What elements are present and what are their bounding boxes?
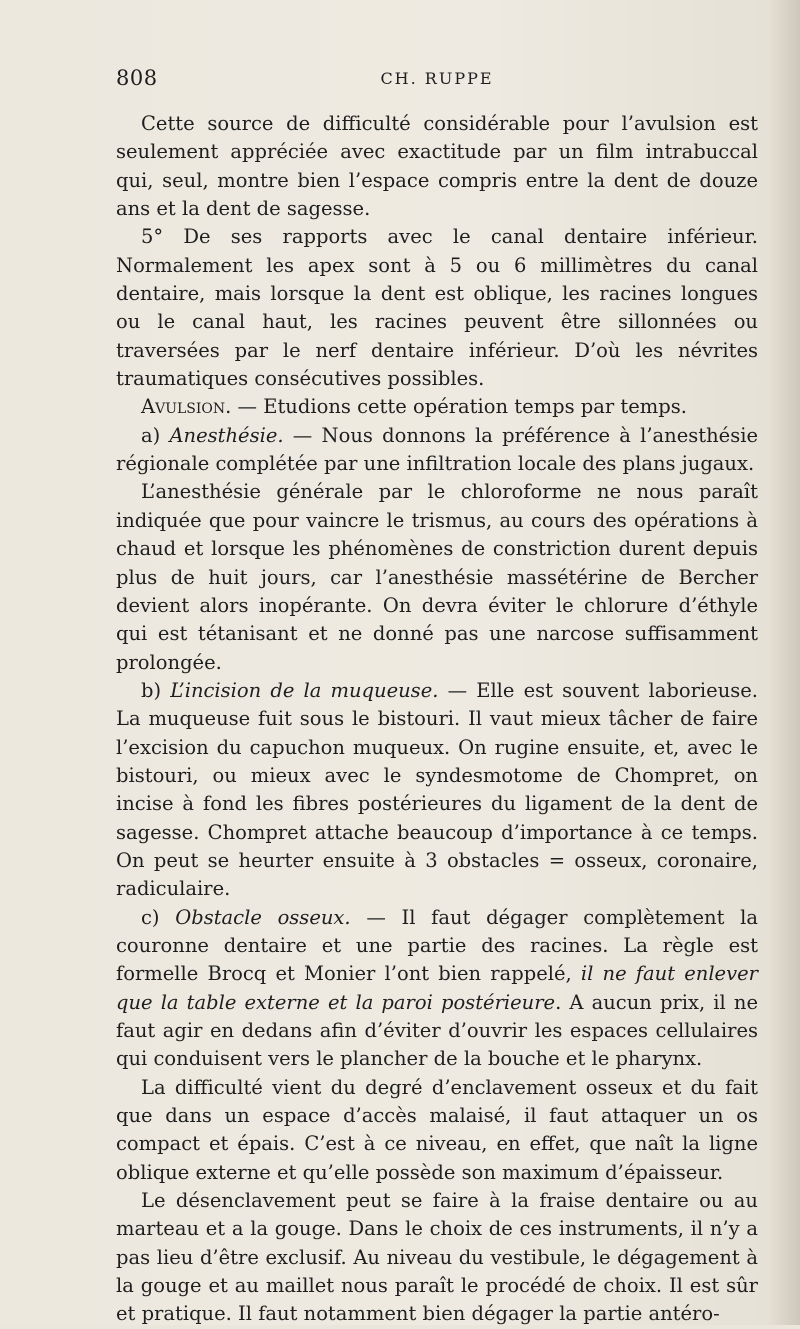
paragraph-desenclavement: Le désenclavement peut se faire à la fraise dentaire ou au marteau et a la gouge. Dans le choix de ces instruments, il n’y a pas lieu d’être exclusif. Au niveau du vestibule, le dégagement à la gouge et au maillet nous paraît le procédé de choix. Il est sûr et pratique. Il faut notamment bien dégager la partie antéro- xyxy=(116,1189,758,1326)
body-text xyxy=(116,110,758,1329)
paragraph-avulsion xyxy=(116,393,758,421)
paragraph-anesthesie-text: — Nous donnons la préférence à l’anesthésie régionale complétée par une infiltration locale des plans jugaux. xyxy=(116,423,759,476)
paragraph-avulsion-text: — Etudions cette opération temps par temps. xyxy=(231,395,687,419)
paragraph-1: Cette source de difficulté considérable pour l’avulsion est seulement appréciée avec exactitude par un film intrabuccal qui, seul, montre bien l’espace compris entre la dent de douze ans et la dent de sagesse. xyxy=(116,112,758,221)
paragraph-2: 5° De ses rapports avec le canal dentaire inférieur. Normalement les apex sont à 5 ou 6 millimètres du canal dentaire, mais lorsque la dent est oblique, les racines longues ou le canal haut, les racines peuvent être sillonnées ou traversées par le nerf dentaire inférieur. D’où les névrites traumatiques consécutives possibles. xyxy=(116,225,758,391)
page-header xyxy=(116,66,758,96)
item-label-c: c) xyxy=(141,905,176,929)
paragraph-obstacle-osseux xyxy=(116,904,758,1074)
item-label-b: b) xyxy=(141,678,171,702)
item-title-anesthesie: Anesthésie. xyxy=(169,423,284,447)
running-head: CH. RUPPE xyxy=(380,69,494,88)
paragraph-incision xyxy=(116,677,758,904)
item-title-incision: L’incision de la muqueuse. xyxy=(170,678,439,702)
paragraph-anesthesie xyxy=(116,422,758,479)
paragraph-obstacle-text-1: — Il faut dégager complètement la couronne dentaire et une partie des racines. La règle est formelle Brocq et Monier l’ont bien rappelé, xyxy=(116,905,759,986)
emphasis-rule: il ne faut enlever que la table externe et la paroi postérieure xyxy=(116,962,758,1014)
paragraph-obstacle-text-2: . A aucun prix, il ne faut agir en dedans afin d’éviter d’ouvrir les espaces cellulaires qui conduisent vers le plancher de la bouche et le pharynx. xyxy=(116,990,758,1071)
item-title-obstacle-osseux: Obstacle osseux. xyxy=(175,905,351,929)
page-number: 808 xyxy=(116,66,158,90)
paragraph-anesthesie-generale: L’anesthésie générale par le chloroforme ne nous paraît indiquée que pour vaincre le trismus, au cours des opérations à chaud et lorsque les phénomènes de constriction durent depuis plus de huit jours, car l’anesthésie massétérine de Bercher devient alors inopérante. On devra éviter le chlorure d’éthyle qui est tétanisant et ne donné pas une narcose suffisamment prolongée. xyxy=(116,480,758,674)
section-heading-avulsion: Avulsion. xyxy=(141,395,232,419)
page-edge-shadow xyxy=(768,0,800,1325)
item-label-a: a) xyxy=(141,423,170,447)
paragraph-incision-text: — Elle est souvent laborieuse. La muqueuse fuit sous le bistouri. Il vaut mieux tâcher de faire l’excision du capuchon muqueux. On rugine ensuite, et, avec le bistouri, ou mieux avec le syndesmotome de Chompret, on incise à fond les fibres postérieures du ligament de la dent de sagesse. Chompret attache beaucoup d’importance à ce temps. On peut se heurter ensuite à 3 obstacles = osseux, coronaire, radiculaire. xyxy=(116,678,758,901)
paragraph-difficulte: La difficulté vient du degré d’enclavement osseux et du fait que dans un espace d’accès malaisé, il faut attaquer un os compact et épais. C’est à ce niveau, en effet, que naît la ligne oblique externe et qu’elle possède son maximum d’épaisseur. xyxy=(116,1075,758,1184)
